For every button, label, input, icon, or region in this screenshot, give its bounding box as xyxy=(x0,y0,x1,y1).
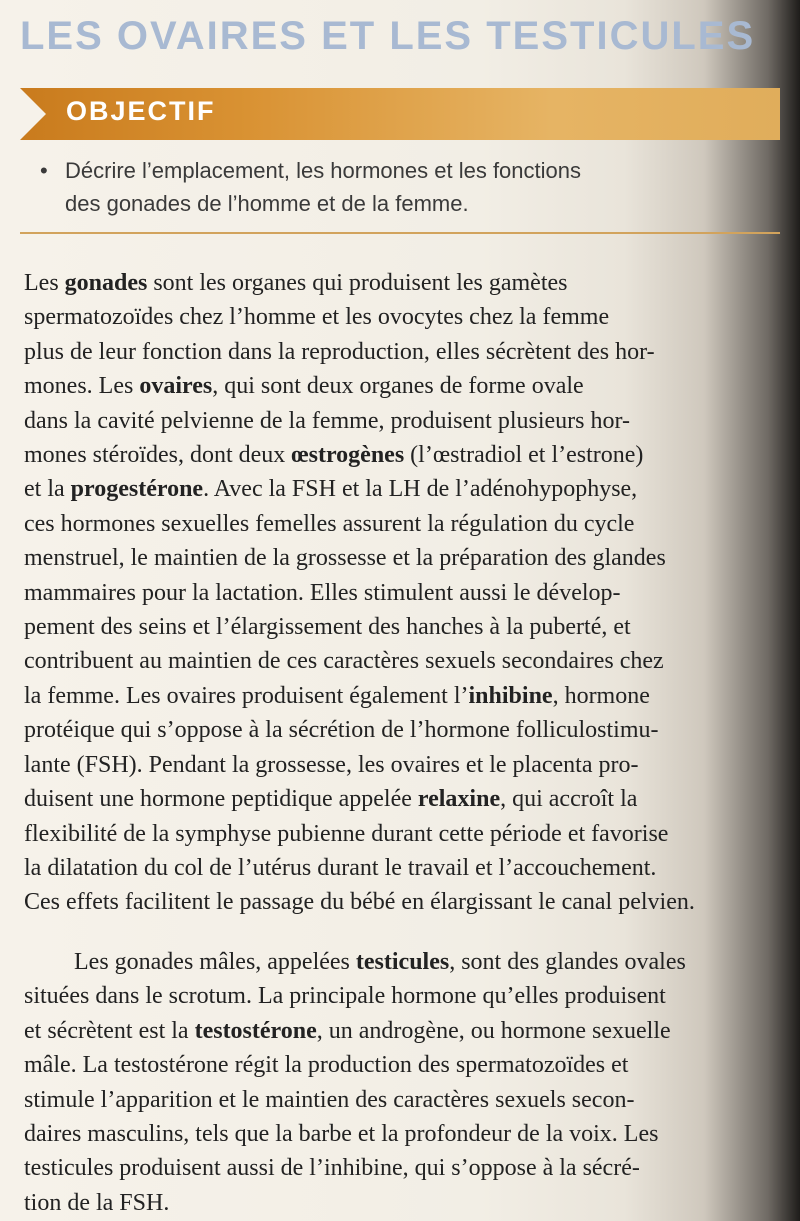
text-line xyxy=(24,1117,784,1151)
text-run: protéique qui s’oppose à la sécrétion de l’hormone folliculostimu- xyxy=(24,717,659,744)
text-run: Les gonades mâles, appelées xyxy=(74,949,356,975)
text-line xyxy=(24,507,784,541)
text-run: menstruel, le maintien de la grossesse et la préparation des glandes xyxy=(24,545,666,572)
text-line xyxy=(24,1048,784,1082)
text-run: Ces effets facilitent le passage du bébé en élargissant le canal pelvien. xyxy=(24,889,695,916)
text-run: flexibilité de la symphyse pubienne durant cette période et favorise xyxy=(24,820,669,847)
text-run: testicules produisent aussi de l’inhibine, qui s’oppose à la sécré- xyxy=(24,1155,640,1182)
objective-label: OBJECTIF xyxy=(66,96,216,126)
text-run: tion de la FSH. xyxy=(24,1189,170,1216)
text-line xyxy=(24,817,784,851)
bold-term: inhibine xyxy=(468,682,553,709)
text-line xyxy=(24,438,784,472)
text-run: daires masculins, tels que la barbe et la profondeur de la voix. Les xyxy=(24,1121,659,1148)
text-line xyxy=(24,369,784,403)
text-run: , qui sont deux organes de forme ovale xyxy=(212,373,584,400)
text-line xyxy=(24,979,784,1013)
text-line xyxy=(24,644,784,678)
objective-list xyxy=(40,154,740,220)
text-line xyxy=(24,713,784,747)
text-run: et la xyxy=(24,476,71,503)
text-line xyxy=(24,679,784,713)
text-line xyxy=(24,266,784,300)
text-line xyxy=(24,748,784,782)
text-run: spermatozoïdes chez l’homme et les ovocytes chez la femme xyxy=(24,304,610,331)
bullet-icon: • xyxy=(40,158,48,183)
text-line xyxy=(24,335,784,369)
page-title: LES OVAIRES ET LES TESTICULES xyxy=(20,14,756,58)
text-line xyxy=(24,885,784,919)
text-line xyxy=(24,945,784,979)
text-run: , hormone xyxy=(552,682,650,709)
text-run: dans la cavité pelvienne de la femme, produisent plusieurs hor- xyxy=(24,407,630,434)
text-line xyxy=(24,782,784,816)
text-run: et sécrètent est la xyxy=(24,1017,195,1044)
text-run: sont les organes qui produisent les gamètes xyxy=(147,270,568,296)
bold-term: gonades xyxy=(64,270,148,296)
text-run: situées dans le scrotum. La principale hormone qu’elles produisent xyxy=(24,983,666,1010)
text-run: . Avec la FSH et la LH de l’adénohypophyse, xyxy=(203,476,638,503)
text-line xyxy=(24,851,784,885)
text-run: la dilatation du col de l’utérus durant le travail et l’accouchement. xyxy=(24,854,657,881)
text-line xyxy=(24,610,784,644)
text-run: stimule l’apparition et le maintien des caractères sexuels secon- xyxy=(24,1086,635,1113)
text-line xyxy=(24,1151,784,1185)
paragraph-testicules xyxy=(24,945,784,1220)
paragraph-ovaires xyxy=(24,266,784,920)
objective-line-2: des gonades de l’homme et de la femme. xyxy=(65,191,469,216)
bold-term: ovaires xyxy=(139,373,213,400)
text-line xyxy=(24,300,784,334)
bold-term: testostérone xyxy=(194,1017,317,1044)
bold-term: œstrogènes xyxy=(291,442,405,469)
text-run: mones. Les xyxy=(24,373,140,400)
bold-term: relaxine xyxy=(417,786,501,813)
text-line xyxy=(24,541,784,575)
text-line xyxy=(24,1186,784,1220)
text-line xyxy=(24,404,784,438)
objective-line-1: Décrire l’emplacement, les hormones et les fonctions xyxy=(65,158,582,183)
text-line xyxy=(24,472,784,506)
objective-item xyxy=(65,154,740,220)
text-run: pement des seins et l’élargissement des hanches à la puberté, et xyxy=(24,614,631,641)
text-run: contribuent au maintien de ces caractères sexuels secondaires chez xyxy=(24,648,664,675)
text-run: , qui accroît la xyxy=(500,786,638,813)
text-run: (l’œstradiol et l’estrone) xyxy=(404,442,644,469)
bold-term: testicules xyxy=(355,949,450,975)
text-run: la femme. Les ovaires produisent également l’ xyxy=(24,682,469,709)
text-line xyxy=(24,1083,784,1117)
text-run: mones stéroïdes, dont deux xyxy=(24,442,292,469)
bold-term: progestérone xyxy=(70,476,204,503)
text-run: Les xyxy=(24,270,65,296)
text-run: lante (FSH). Pendant la grossesse, les ovaires et le placenta pro- xyxy=(24,751,639,778)
text-run: mâle. La testostérone régit la production des spermatozoïdes et xyxy=(24,1052,629,1079)
text-run: duisent une hormone peptidique appelée xyxy=(24,786,418,813)
text-run: , sont des glandes ovales xyxy=(449,949,686,975)
section-divider xyxy=(20,232,780,234)
text-run: plus de leur fonction dans la reproduction, elles sécrètent des hor- xyxy=(24,338,655,365)
text-run: mammaires pour la lactation. Elles stimulent aussi le dévelop- xyxy=(24,579,621,606)
text-line xyxy=(24,576,784,610)
text-run: , un androgène, ou hormone sexuelle xyxy=(316,1017,671,1044)
text-line xyxy=(24,1014,784,1048)
text-run: ces hormones sexuelles femelles assurent la régulation du cycle xyxy=(24,510,635,537)
